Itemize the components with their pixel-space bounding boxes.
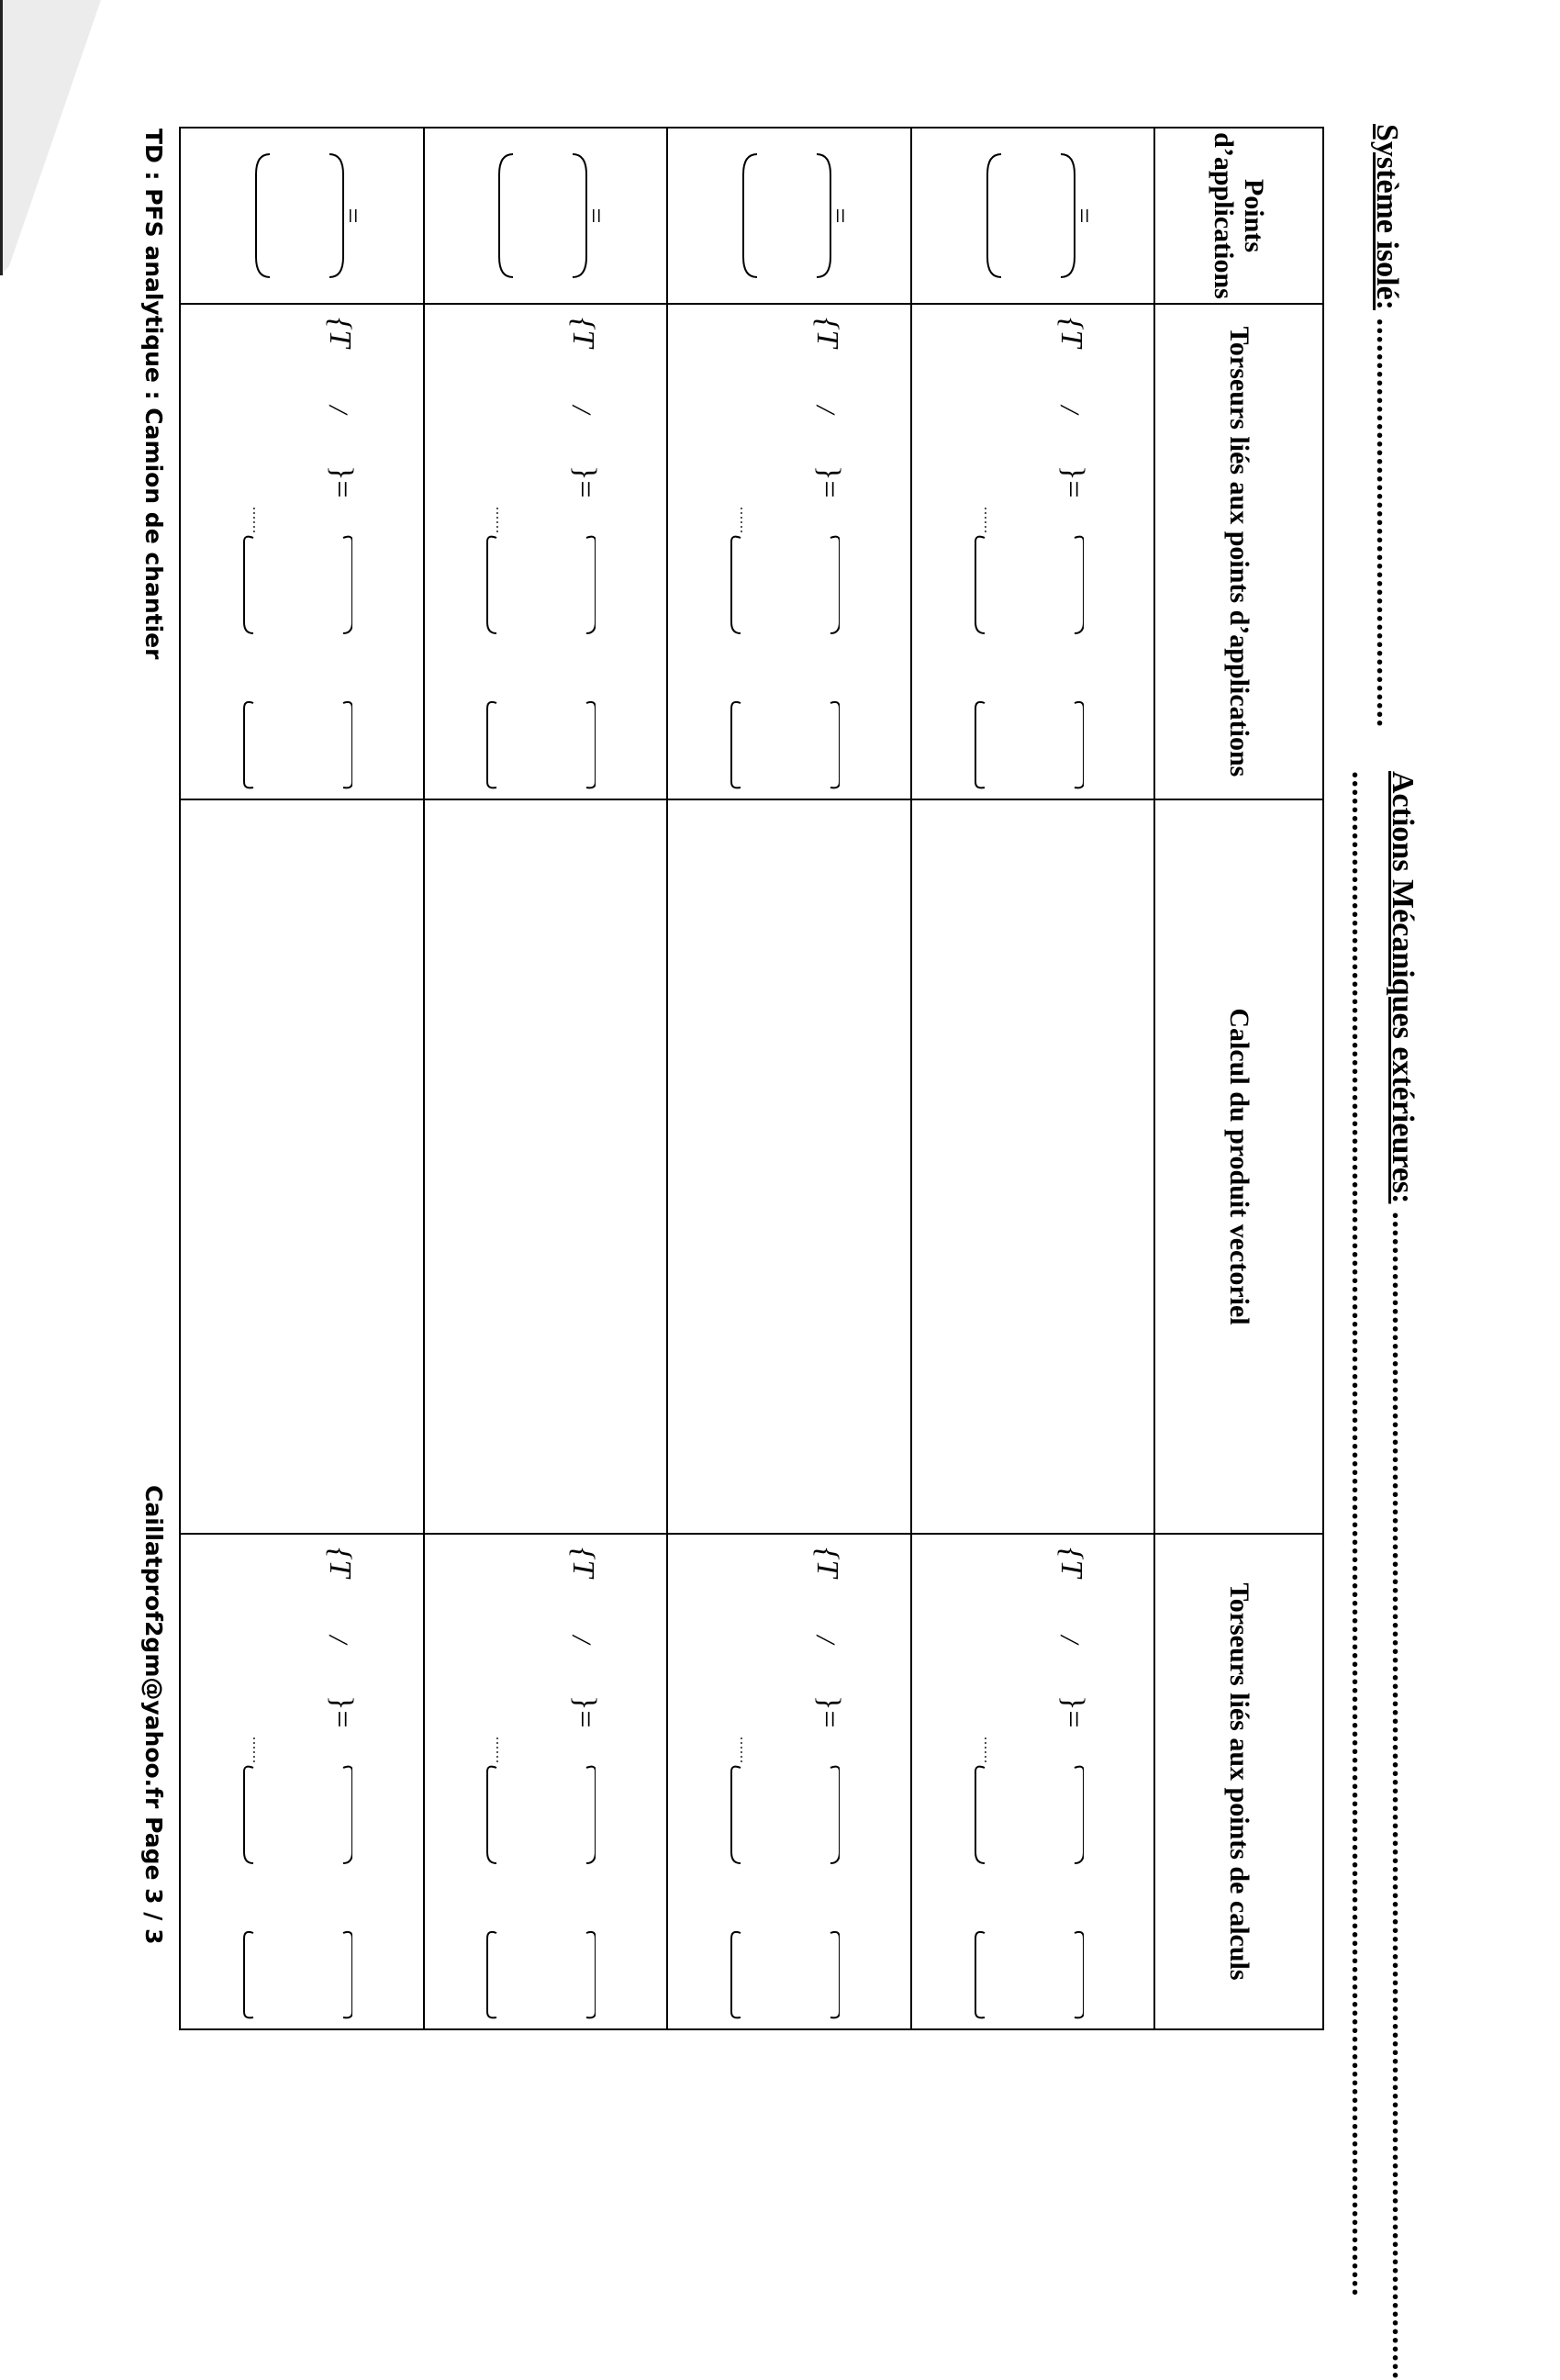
torsor-eq: }= — [568, 465, 603, 498]
point-cell[interactable] — [424, 128, 668, 304]
torsor-label: {T — [322, 1548, 357, 1578]
torsor-calculation-cell[interactable] — [180, 1534, 424, 2029]
curly-brace-icon — [485, 1764, 596, 2021]
curly-brace-icon — [974, 1764, 1084, 2021]
torsor-dots: ...... — [249, 507, 265, 534]
torsor-eq: }= — [1055, 465, 1090, 498]
torsor-label: {T — [810, 318, 844, 348]
col-header-vector-product: Calcul du produit vectoriel — [1154, 799, 1323, 1534]
system-isolated-line — [1369, 124, 1404, 728]
torsor-dots: ...... — [493, 1737, 509, 1764]
footer-right: Caillatprof2gm@yahoo.fr Page 3 / 3 — [140, 1485, 167, 1945]
point-cell[interactable] — [667, 128, 911, 304]
curly-brace-icon — [730, 534, 840, 791]
system-isolated-label: Système isolé: — [1370, 124, 1404, 311]
torsor-calculation-cell[interactable] — [911, 1534, 1155, 2029]
external-actions-label: Actions Mécaniques extérieures: — [1386, 771, 1420, 1204]
table-body — [180, 128, 1154, 2029]
torsor-application-cell[interactable] — [911, 304, 1155, 799]
vector-product-cell[interactable] — [667, 799, 911, 1534]
torsor-application-cell[interactable] — [667, 304, 911, 799]
table-row — [911, 128, 1155, 2029]
table-row — [180, 128, 424, 2029]
torsor-dots: ...... — [980, 507, 997, 534]
curly-brace-icon — [242, 534, 352, 791]
torsor-slash: / — [322, 1636, 353, 1644]
col-header-torsors-application: Torseurs liés aux points d’applications — [1154, 304, 1323, 799]
col-header-points: Points d’applications — [1154, 128, 1323, 304]
table-header-row — [1154, 128, 1323, 2029]
table-row — [667, 128, 911, 2029]
torsor-slash: / — [1053, 406, 1085, 414]
torsor-table — [179, 127, 1324, 2030]
torsor-slash: / — [566, 1636, 597, 1644]
external-actions-line-2 — [1344, 771, 1379, 2297]
torsor-eq: }= — [568, 1695, 603, 1728]
torsor-calculation-cell[interactable] — [424, 1534, 668, 2029]
torsor-slash: / — [566, 406, 597, 414]
point-eq-sign: = — [1068, 207, 1099, 224]
torsor-dots: ...... — [980, 1737, 997, 1764]
torsor-application-cell[interactable] — [424, 304, 668, 799]
vector-product-cell[interactable] — [180, 799, 424, 1534]
curly-brace-icon — [242, 1764, 352, 2021]
torsor-dots: ...... — [249, 1737, 265, 1764]
torsor-label: {T — [566, 318, 601, 348]
torsor-eq: }= — [1055, 1695, 1090, 1728]
torsor-slash: / — [810, 406, 841, 414]
torsor-slash: / — [1053, 1636, 1085, 1644]
torsor-label: {T — [1053, 318, 1088, 348]
point-cell[interactable] — [911, 128, 1155, 304]
curly-brace-icon — [974, 534, 1084, 791]
external-actions-field-2[interactable]: ............................................................................................................................................................................... — [1345, 771, 1379, 2297]
torsor-dots: ...... — [737, 507, 752, 534]
point-eq-sign: = — [825, 207, 855, 224]
curly-brace-icon — [730, 1764, 840, 2021]
torsor-slash: / — [322, 406, 353, 414]
torsor-eq: }= — [324, 1695, 359, 1728]
external-actions-line — [1385, 771, 1420, 2380]
point-cell[interactable] — [180, 128, 424, 304]
system-isolated-field[interactable]: ............................................... — [1370, 318, 1404, 729]
torsor-eq: }= — [324, 465, 359, 498]
torsor-dots: ...... — [737, 1737, 752, 1764]
vector-product-cell[interactable] — [424, 799, 668, 1534]
torsor-label: {T — [322, 318, 357, 348]
torsor-label: {T — [566, 1548, 601, 1578]
torsor-dots: ...... — [493, 507, 509, 534]
torsor-application-cell[interactable] — [180, 304, 424, 799]
torsor-label: {T — [810, 1548, 844, 1578]
torsor-eq: }= — [812, 465, 846, 498]
torsor-slash: / — [810, 1636, 841, 1644]
vector-product-cell[interactable] — [911, 799, 1155, 1534]
curly-brace-icon — [485, 534, 596, 791]
external-actions-field-1[interactable]: ...................................................................................................................................... — [1386, 1211, 1420, 2380]
footer-left: TD : PFS analytique : Camion de chantier — [140, 128, 167, 660]
torsor-eq: }= — [812, 1695, 846, 1728]
torsor-calculation-cell[interactable] — [667, 1534, 911, 2029]
table-row — [424, 128, 668, 2029]
torsor-label: {T — [1053, 1548, 1088, 1578]
col-header-torsors-calculation: Torseurs liés aux points de calculs — [1154, 1534, 1323, 2029]
point-eq-sign: = — [581, 207, 612, 224]
point-eq-sign: = — [337, 207, 368, 224]
